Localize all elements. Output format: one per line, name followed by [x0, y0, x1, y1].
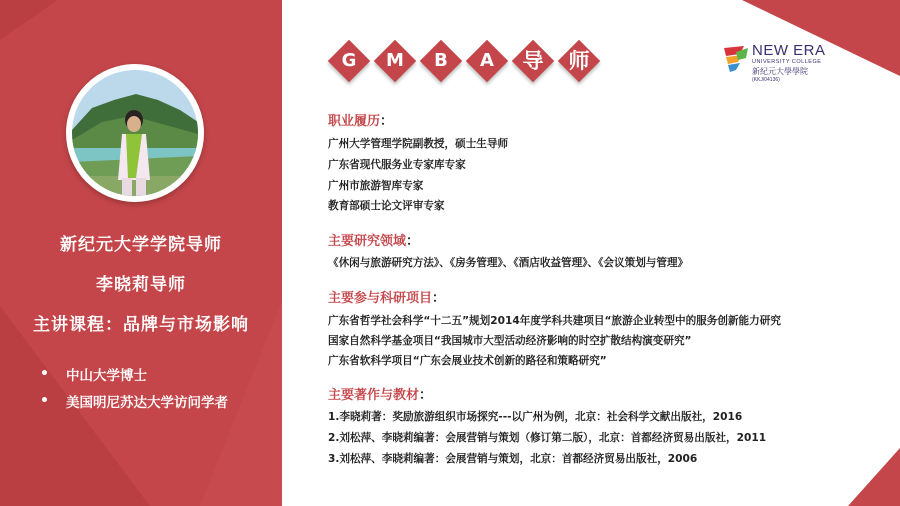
list-item	[40, 387, 228, 414]
profile-photo	[72, 70, 198, 196]
title-letter: G	[328, 40, 370, 82]
list-item	[40, 360, 228, 387]
section-heading-career: 职业履历：	[328, 114, 394, 129]
title-letter: M	[374, 40, 416, 82]
project-line: 国家自然科学基金项目“我国城市大型活动经济影响的时空扩散结构演变研究”	[328, 335, 692, 347]
logo-name: NEW ERA	[752, 42, 826, 59]
credential-text: 美国明尼苏达大学访问学者	[66, 394, 228, 411]
profile-photo-frame	[66, 64, 204, 202]
career-line: 广东省现代服务业专家库专家	[328, 159, 466, 171]
project-line: 广东省软科学项目“广东会展业技术创新的路径和策略研究”	[328, 355, 607, 367]
title-char: 导	[512, 40, 554, 82]
career-line: 教育部硕士论文评审专家	[328, 200, 445, 212]
bullet-icon: •	[40, 365, 49, 382]
logo-mark-icon	[722, 44, 750, 74]
credential-text: 中山大学博士	[66, 367, 147, 384]
project-line: 广东省哲学社会科学“十二五”规划2014年度学科共建项目“旅游企业转型中的服务创新能力研究	[328, 315, 781, 327]
career-line: 广州市旅游智库专家	[328, 180, 424, 192]
section-heading-projects: 主要参与科研项目：	[328, 291, 446, 306]
bullet-icon: •	[40, 392, 49, 409]
title-letter: B	[420, 40, 462, 82]
university-logo	[722, 42, 832, 94]
course-title: 主讲课程：品牌与市场影响	[33, 315, 249, 335]
profile-panel	[0, 0, 282, 506]
publication-line: 3.刘松萍、李晓莉编著：会展营销与策划，北京：首都经济贸易出版社，2006	[328, 453, 698, 465]
publication-line: 1.李晓莉著：奖励旅游组织市场探究---以广州为例，北京：社会科学文献出版社，2016	[328, 411, 743, 423]
title-char: 师	[558, 40, 600, 82]
credentials-list	[40, 360, 228, 414]
section-heading-research: 主要研究领域：	[328, 234, 420, 249]
logo-chinese-name: 新紀元大學學院	[752, 67, 808, 76]
mentor-name: 李晓莉导师	[96, 275, 186, 295]
logo-registration: (KKJ/04136)	[752, 77, 780, 83]
logo-subtitle: UNIVERSITY COLLEGE	[752, 59, 822, 65]
title-letter: A	[466, 40, 508, 82]
section-heading-publications: 主要著作与教材：	[328, 388, 433, 403]
publication-line: 2.刘松萍、李晓莉编著：会展营销与策划（修订第二版），北京：首都经济贸易出版社，2011	[328, 432, 767, 444]
research-line: 《休闲与旅游研究方法》、《房务管理》、《酒店收益管理》、《会议策划与管理》	[328, 257, 689, 269]
institution-title: 新纪元大学学院导师	[60, 235, 222, 255]
career-line: 广州大学管理学院副教授，硕士生导师	[328, 138, 509, 150]
